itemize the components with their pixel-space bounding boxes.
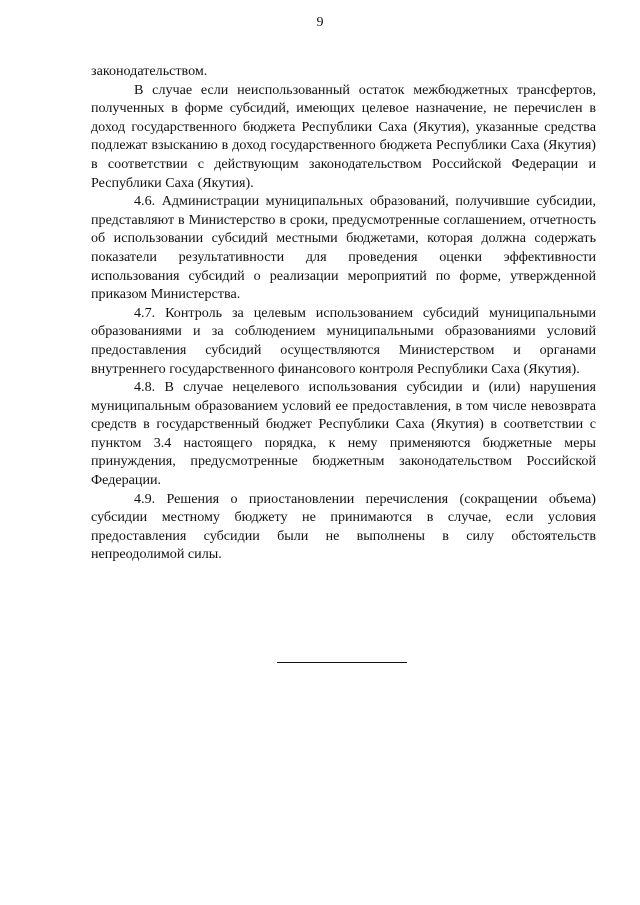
paragraph-4-7: 4.7. Контроль за целевым использованием субсидий муниципальными образованиями и за соблюдением муниципальными образованиями условий предоставления субсидий осуществляются Министерством и органами внутреннего государственного финансового контроля Республики Саха (Якутия).	[91, 304, 596, 377]
page-number: 9	[316, 15, 324, 30]
closing-rule	[277, 662, 407, 663]
document-body	[91, 62, 596, 564]
paragraph-unused-balance: В случае если неиспользованный остаток межбюджетных трансфертов, полученных в форме субсидий, имеющих целевое назначение, не перечислен в доход государственного бюджета Республики Саха (Якутия), указанные средства подлежат взысканию в доход государственного бюджета Республики Саха (Якутия) в соответствии с действующим законодательством Российской Федерации и Республики Саха (Якутия).	[91, 81, 596, 191]
paragraph-4-9: 4.9. Решения о приостановлении перечисления (сокращении объема) субсидии местному бюджету не принимаются в случае, если условия предоставления субсидии были не выполнены в силу обстоятельств непреодолимой силы.	[91, 490, 596, 563]
paragraph-continuation: законодательством.	[91, 63, 208, 79]
paragraph-4-6: 4.6. Администрации муниципальных образований, получившие субсидии, представляют в Министерство в сроки, предусмотренные соглашением, отчетность об использовании субсидий местными бюджетами, которая должна содержать показатели результативности для проведения оценки эффективности использования субсидий о реализации мероприятий по форме, утвержденной приказом Министерства.	[91, 193, 596, 303]
paragraph-4-8: 4.8. В случае нецелевого использования субсидии и (или) нарушения муниципальным образованием условий ее предоставления, в том числе невозврата средств в государственный бюджет Республики Саха (Якутия) в соответствии с пунктом 3.4 настоящего порядка, к нему применяются бюджетные меры принуждения, предусмотренные бюджетным законодательством Российской Федерации.	[91, 379, 596, 489]
